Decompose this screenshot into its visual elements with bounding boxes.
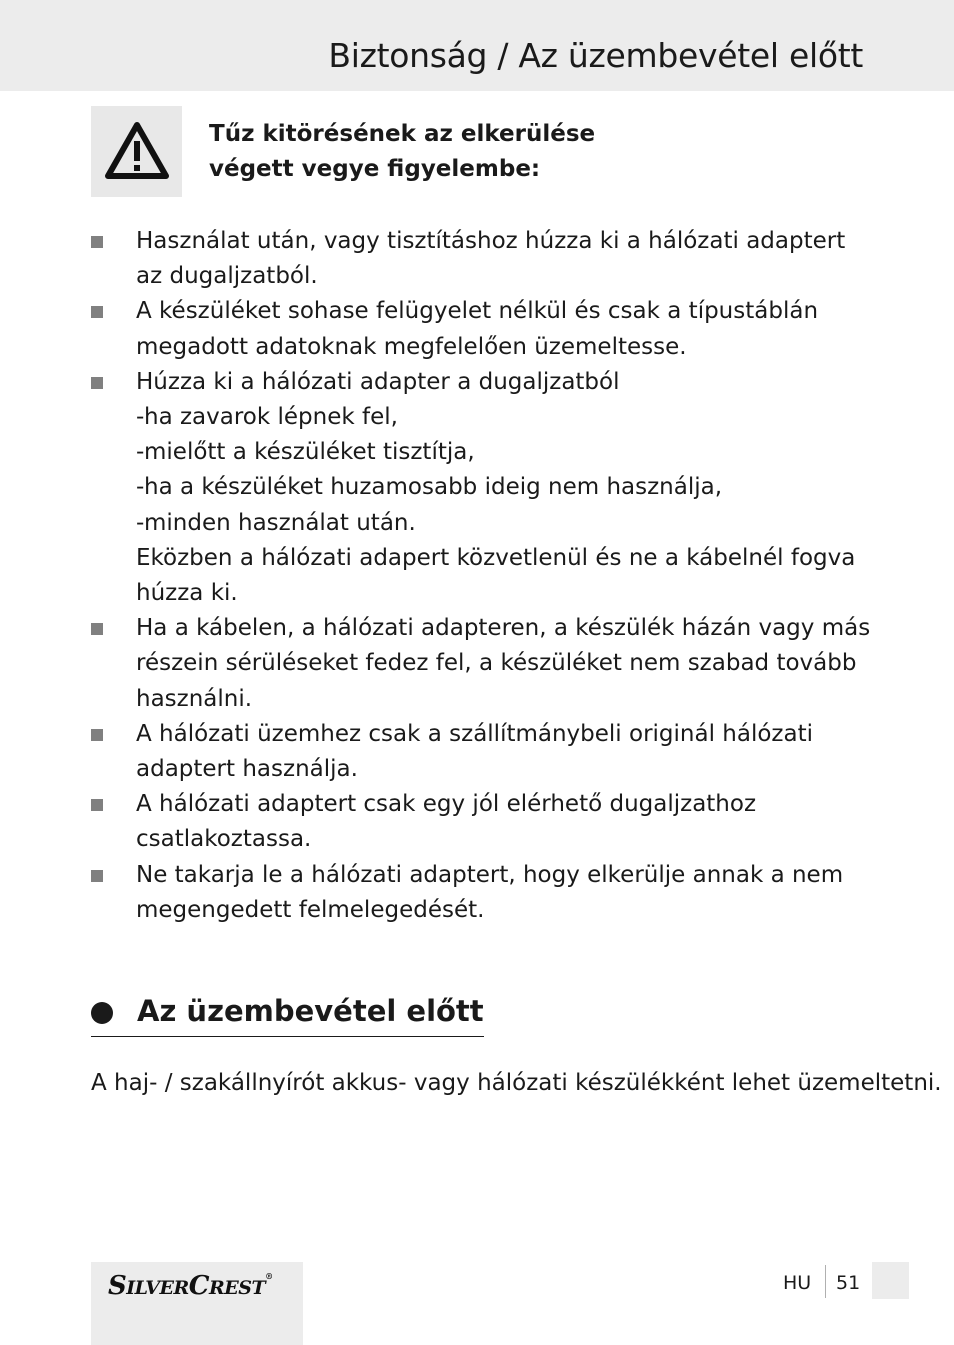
header-band xyxy=(0,0,954,91)
warning-heading-line: Tűz kitörésének az elkerülése xyxy=(209,121,596,147)
sub-item xyxy=(136,470,871,505)
warning-heading-line: végett vegye figyelembe: xyxy=(209,156,541,182)
silvercrest-logo: SILVERCREST® xyxy=(108,1271,273,1301)
list-item xyxy=(91,858,871,928)
list-item xyxy=(91,294,871,364)
list-item-line: Használat után, vagy tisztításhoz húzza ki a hálózati adaptert xyxy=(136,228,846,254)
sub-item xyxy=(136,435,871,470)
list-item-line: használni. xyxy=(136,685,253,712)
sub-item-text: mielőtt a készüléket tisztítja, xyxy=(144,439,475,466)
sub-item-text: minden használat után. xyxy=(144,509,416,536)
page-title: Biztonság / Az üzembevétel előtt xyxy=(328,36,863,75)
page-number: 51 xyxy=(836,1272,861,1294)
sub-item xyxy=(136,506,871,541)
bullet-square-icon xyxy=(91,729,103,741)
list-item-line: A hálózati adaptert csak egy jól elérhető dugaljzathoz xyxy=(136,791,757,818)
brand-logo-box xyxy=(91,1262,303,1345)
bullet-square-icon xyxy=(91,236,103,248)
bullet-square-icon xyxy=(91,623,103,635)
bullet-square-icon xyxy=(91,306,103,318)
dash-marker: - xyxy=(136,474,145,501)
list-item xyxy=(91,787,871,857)
section-heading xyxy=(91,992,484,1037)
list-item-line: Eközben a hálózati adapert közvetlenül és ne a kábelnél fogva xyxy=(136,544,856,571)
list-item xyxy=(91,224,871,294)
list-item xyxy=(91,611,871,717)
warning-heading xyxy=(209,117,729,187)
list-item xyxy=(91,717,871,787)
list-item-line: Ne takarja le a hálózati adaptert, hogy elkerülje annak a nem xyxy=(136,861,844,888)
bullet-square-icon xyxy=(91,870,103,882)
list-item xyxy=(91,365,871,611)
footer-divider xyxy=(825,1265,826,1298)
section-title: Az üzembevétel előtt xyxy=(137,994,484,1028)
dash-marker: - xyxy=(136,509,145,536)
body-paragraph: A haj- / szakállnyírót akkus- vagy hálózati készülékként lehet üzemeltetni. xyxy=(91,1070,942,1096)
list-item-line: megadott adatoknak megfelelően üzemeltesse. xyxy=(136,333,687,360)
list-item-line: A készüléket sohase felügyelet nélkül és csak a típustáblán xyxy=(136,298,819,325)
list-item-line: részein sérüléseket fedez fel, a készüléket nem szabad tovább xyxy=(136,650,857,677)
bullet-square-icon xyxy=(91,377,103,389)
warning-triangle-icon xyxy=(104,121,170,181)
list-item-line: megengedett felmelegedését. xyxy=(136,896,485,923)
sub-item-text: ha zavarok lépnek fel, xyxy=(144,404,398,431)
page-tab-marker xyxy=(872,1262,909,1299)
list-item-line: húzza ki. xyxy=(136,580,238,607)
section-bullet-icon xyxy=(91,1002,113,1024)
list-item-line: A hálózati üzemhez csak a szállítmánybeli originál hálózati xyxy=(136,720,813,747)
list-item-line: Ha a kábelen, a hálózati adapteren, a készülék házán vagy más xyxy=(136,615,871,642)
dash-marker: - xyxy=(136,404,145,431)
list-item-line: Húzza ki a hálózati adapter a dugaljzatból xyxy=(136,368,620,395)
list-item-line: adaptert használja. xyxy=(136,756,358,783)
bullet-square-icon xyxy=(91,799,103,811)
sub-item-text: ha a készüléket huzamosabb ideig nem használja, xyxy=(144,474,723,501)
sub-item xyxy=(136,400,871,435)
safety-bullet-list xyxy=(91,224,871,928)
warning-box xyxy=(91,106,182,197)
list-item-line: csatlakoztassa. xyxy=(136,826,312,853)
list-item-line: az dugaljzatból. xyxy=(136,263,318,290)
language-code: HU xyxy=(783,1272,812,1294)
dash-marker: - xyxy=(136,439,145,466)
